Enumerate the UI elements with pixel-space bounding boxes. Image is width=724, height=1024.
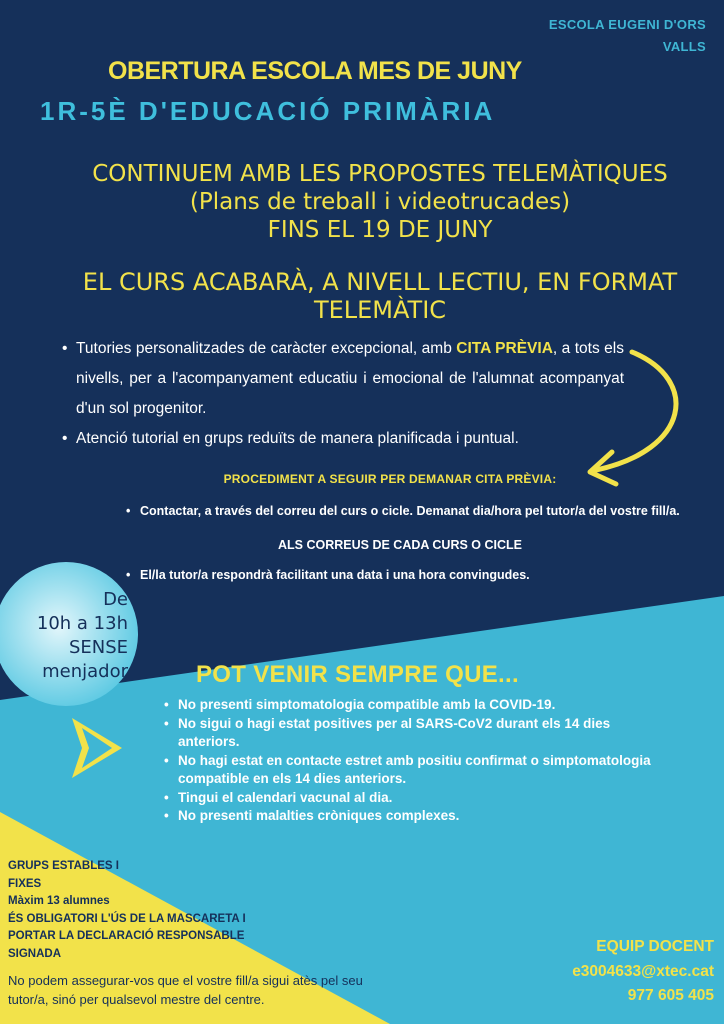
schedule-line2: 10h a 13h: [36, 613, 128, 634]
bullet1-text-end: , a tots els nivells, per a l'acompanyament educatiu i emocional de l'alumnat acompanyat d'un sol progenitor.: [76, 340, 624, 417]
schedule-text: [20, 588, 128, 684]
list-item: • No hagi estat en contacte estret amb positiu confirmat o simptomatologia compatible en els 14 dies anteriors.: [164, 752, 664, 789]
groups-line3: Màxim 13 alumnes: [8, 895, 110, 907]
groups-line1: GRUPS ESTABLES I: [8, 860, 119, 872]
school-line1: ESCOLA EUGENI D'ORS: [548, 17, 706, 32]
procedure-title: PROCEDIMENT A SEGUIR PER DEMANAR CITA PRÈVIA:: [223, 472, 557, 486]
tutor-note: No podem assegurar-vos que el vostre fill/a sigui atès pel seu tutor/a, sinó per qualsevol mestre del centre.: [8, 973, 363, 1007]
procedure-step-2-text: • El/la tutor/a respondrà facilitant una data i una hora convingudes.: [140, 568, 530, 582]
list-item: • No sigui o hagi estat positives per al SARS-CoV2 durant els 14 dies anteriors.: [164, 715, 664, 752]
list-item: • Tingui el calendari vacunal al dia.: [164, 789, 664, 808]
list-item: [62, 424, 624, 454]
procedure-steps: [126, 503, 686, 520]
block1-line3: FINS EL 19 DE JUNY: [267, 217, 493, 243]
school-line2: VALLS: [662, 39, 706, 54]
list-item: • No presenti malalties cròniques complexes.: [164, 807, 664, 826]
bullet1-text: Tutories personalitzades de caràcter excepcional, amb: [76, 340, 457, 357]
procedure-step-1: • Contactar, a través del correu del curs o cicle. Demanat dia/hora pel tutor/a del vostre fill/a.: [126, 503, 686, 520]
groups-line2: FIXES: [8, 877, 42, 890]
contact-info: [494, 935, 714, 1009]
main-title: OBERTURA ESCOLA MES DE JUNY: [108, 57, 522, 85]
schedule-line3: SENSE: [68, 637, 128, 658]
telematic-proposals: [60, 160, 700, 244]
team-label: EQUIP DOCENT: [596, 938, 714, 955]
conditions-list: [164, 696, 664, 826]
subtitle-grades: 1R-5È D'EDUCACIÓ PRIMÀRIA: [40, 96, 496, 126]
block1-line2: (Plans de treball i videotrucades): [189, 189, 571, 215]
groups-line4: ÉS OBLIGATORI L'ÚS DE LA MASCARETA I: [8, 912, 246, 925]
schedule-line1: De: [103, 589, 128, 610]
block1-line1: CONTINUEM AMB LES PROPOSTES TELEMÀTIQUES: [92, 161, 668, 187]
list-item: • No presenti simptomatologia compatible amb la COVID-19.: [164, 696, 664, 715]
block2-line2: TELEMÀTIC: [313, 296, 447, 324]
groups-info: [8, 858, 278, 963]
conditions-title: POT VENIR SEMPRE QUE...: [196, 661, 519, 688]
cita-previa-highlight: CITA PRÈVIA: [456, 340, 553, 357]
course-end-notice: [60, 268, 700, 324]
groups-line6: SIGNADA: [8, 947, 62, 960]
tutoring-list: [62, 334, 624, 454]
email-link[interactable]: e3004633@xtec.cat: [572, 962, 714, 980]
procedure-step-2: [126, 568, 686, 582]
schedule-line4: menjador: [42, 661, 128, 682]
procedure-note: ALS CORREUS DE CADA CURS O CICLE: [278, 538, 522, 552]
bullet2-text: Atenció tutorial en grups reduïts de manera planificada i puntual.: [76, 430, 519, 447]
groups-line5: PORTAR LA DECLARACIÓ RESPONSABLE: [8, 930, 245, 942]
phone-number[interactable]: 977 605 405: [627, 987, 714, 1004]
school-name: [506, 14, 706, 58]
list-item: [62, 334, 624, 424]
block2-line1: EL CURS ACABARÀ, A NIVELL LECTIU, EN FORMAT: [82, 268, 678, 296]
